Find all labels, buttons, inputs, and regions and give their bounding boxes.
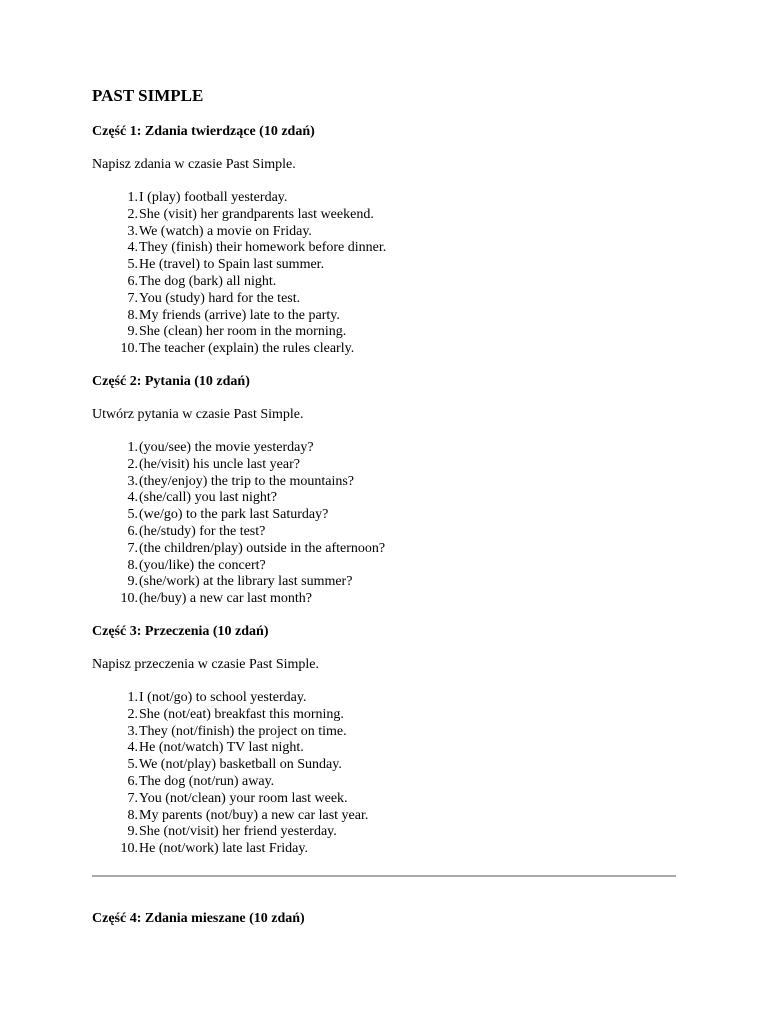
section-heading: Część 2: Pytania (10 zdań): [92, 373, 250, 389]
item-text: She (visit) her grandparents last weekend.: [139, 206, 374, 222]
item-text: We (watch) a movie on Friday.: [139, 223, 312, 239]
list-item: [92, 190, 676, 207]
item-number: 2.: [127, 706, 138, 722]
item-number: 9.: [127, 824, 138, 840]
list-item: [92, 541, 676, 558]
item-text: (the children/play) outside in the afternoon?: [139, 540, 386, 556]
item-text: I (not/go) to school yesterday.: [139, 689, 307, 705]
item-number: 1.: [127, 439, 138, 455]
list-item: [92, 757, 676, 774]
item-text: (she/work) at the library last summer?: [139, 574, 353, 590]
list-item: [92, 591, 676, 608]
item-text: The dog (bark) all night.: [139, 273, 277, 289]
item-text: (they/enjoy) the trip to the mountains?: [139, 473, 355, 489]
item-number: 6.: [127, 773, 138, 789]
list-item: [92, 740, 676, 757]
list-item: [92, 824, 676, 841]
list-item: [92, 774, 676, 791]
section-1: [92, 123, 676, 358]
exercise-list: [92, 190, 676, 358]
document-page: [92, 86, 676, 928]
item-text: He (travel) to Spain last summer.: [139, 257, 325, 273]
item-text: He (not/watch) TV last night.: [139, 740, 304, 756]
section-4-heading: Część 4: Zdania mieszane (10 zdań): [92, 910, 305, 926]
item-number: 8.: [127, 557, 138, 573]
item-number: 10.: [120, 841, 138, 857]
list-item: [92, 240, 676, 257]
item-number: 8.: [127, 807, 138, 823]
section-heading: Część 1: Zdania twierdzące (10 zdań): [92, 124, 315, 139]
section-3: [92, 623, 676, 858]
item-text: They (finish) their homework before dinner.: [139, 240, 387, 256]
list-item: [92, 724, 676, 741]
item-number: 7.: [127, 540, 138, 556]
list-item: [92, 291, 676, 308]
item-text: My parents (not/buy) a new car last year.: [139, 807, 369, 823]
item-text: The teacher (explain) the rules clearly.: [139, 341, 355, 357]
item-number: 1.: [127, 689, 138, 705]
list-item: [92, 257, 676, 274]
list-item: [92, 308, 676, 325]
item-number: 4.: [127, 740, 138, 756]
list-item: [92, 457, 676, 474]
item-number: 5.: [127, 507, 138, 523]
section-instruction: Utwórz pytania w czasie Past Simple.: [92, 406, 304, 422]
item-text: (she/call) you last night?: [139, 490, 278, 506]
item-text: (you/like) the concert?: [139, 557, 266, 573]
section-instruction: Napisz przeczenia w czasie Past Simple.: [92, 656, 320, 672]
item-number: 2.: [127, 456, 138, 472]
item-text: They (not/finish) the project on time.: [139, 723, 347, 739]
item-number: 7.: [127, 790, 138, 806]
item-text: You (not/clean) your room last week.: [139, 790, 348, 806]
item-text: (he/buy) a new car last month?: [139, 591, 312, 607]
item-text: My friends (arrive) late to the party.: [139, 307, 340, 323]
item-number: 6.: [127, 523, 138, 539]
list-item: [92, 524, 676, 541]
item-number: 3.: [127, 723, 138, 739]
item-number: 2.: [127, 206, 138, 222]
list-item: [92, 558, 676, 575]
list-item: [92, 707, 676, 724]
list-item: [92, 490, 676, 507]
item-text: She (not/visit) her friend yesterday.: [139, 824, 337, 840]
item-number: 3.: [127, 473, 138, 489]
list-item: [92, 507, 676, 524]
list-item: [92, 341, 676, 358]
exercise-list: [92, 440, 676, 608]
item-number: 4.: [127, 490, 138, 506]
section-heading: Część 3: Przeczenia (10 zdań): [92, 623, 269, 639]
item-text: (we/go) to the park last Saturday?: [139, 507, 329, 523]
item-text: (you/see) the movie yesterday?: [139, 439, 314, 455]
item-text: (he/study) for the test?: [139, 523, 266, 539]
item-number: 7.: [127, 290, 138, 306]
item-number: 5.: [127, 757, 138, 773]
item-text: (he/visit) his uncle last year?: [139, 456, 300, 472]
item-number: 4.: [127, 240, 138, 256]
list-item: [92, 207, 676, 224]
item-number: 9.: [127, 574, 138, 590]
item-number: 9.: [127, 324, 138, 340]
section-2: [92, 373, 676, 608]
item-text: He (not/work) late last Friday.: [139, 841, 308, 857]
list-item: [92, 841, 676, 858]
item-number: 8.: [127, 307, 138, 323]
exercise-list: [92, 690, 676, 858]
item-number: 3.: [127, 223, 138, 239]
list-item: [92, 324, 676, 341]
list-item: [92, 440, 676, 457]
document-title: PAST SIMPLE: [92, 86, 204, 105]
item-text: She (not/eat) breakfast this morning.: [139, 706, 344, 722]
item-text: The dog (not/run) away.: [139, 773, 275, 789]
item-text: You (study) hard for the test.: [139, 290, 301, 306]
item-number: 10.: [120, 591, 138, 607]
item-number: 10.: [120, 341, 138, 357]
list-item: [92, 791, 676, 808]
list-item: [92, 224, 676, 241]
item-text: We (not/play) basketball on Sunday.: [139, 757, 342, 773]
item-text: I (play) football yesterday.: [139, 190, 288, 205]
list-item: [92, 690, 676, 707]
list-item: [92, 574, 676, 591]
item-number: 6.: [127, 273, 138, 289]
list-item: [92, 808, 676, 825]
item-text: She (clean) her room in the morning.: [139, 324, 347, 340]
item-number: 1.: [127, 190, 138, 205]
list-item: [92, 474, 676, 491]
list-item: [92, 274, 676, 291]
item-number: 5.: [127, 257, 138, 273]
section-instruction: Napisz zdania w czasie Past Simple.: [92, 157, 296, 172]
